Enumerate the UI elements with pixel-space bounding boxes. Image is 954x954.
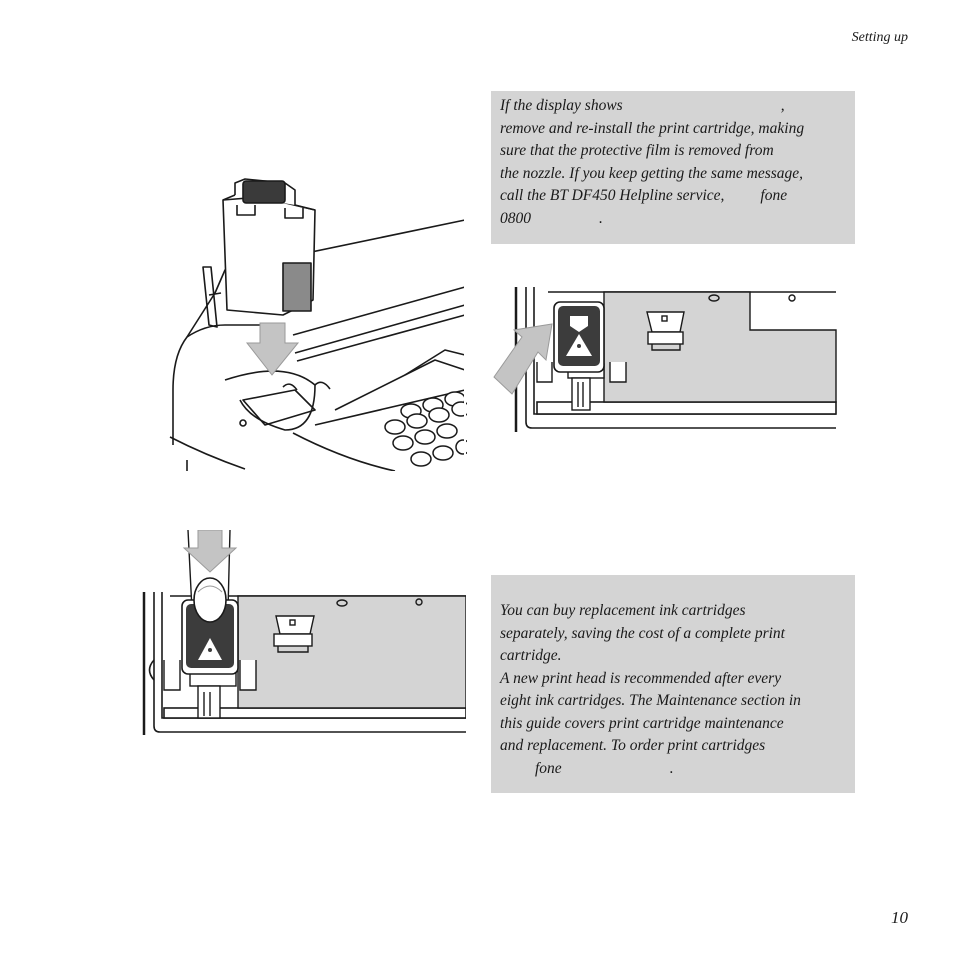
note-line: 0800 . — [500, 209, 603, 227]
note-line: cartridge. — [500, 647, 562, 664]
note-line: sure that the protective film is removed from — [500, 142, 774, 159]
note-line: separately, saving the cost of a complete print — [500, 624, 785, 642]
push-arrow — [494, 324, 552, 394]
fax-cartridge-insertion-illustration — [165, 175, 467, 471]
page-number: 10 — [891, 908, 908, 927]
note-line: You can buy replacement ink cartridges — [500, 602, 746, 619]
replacement-cartridges-note — [491, 575, 855, 793]
note-line: the nozzle. If you keep getting the same message, — [500, 164, 804, 182]
down-arrow — [247, 323, 298, 375]
note-line: eight ink cartridges. The Maintenance section in — [500, 692, 801, 709]
note-line: If the display shows , — [500, 97, 785, 114]
cartridge-press-down-illustration — [140, 530, 466, 735]
note-line: call the BT DF450 Helpline service, fone — [500, 187, 788, 204]
note-line: A new print head is recommended after every — [500, 669, 782, 687]
cartridge-seating-illustration — [492, 282, 838, 432]
note-line: fone . — [535, 759, 674, 777]
note-line: this guide covers print cartridge maintenance — [500, 714, 784, 732]
note-line: and replacement. To order print cartridges — [500, 737, 766, 754]
note-line: remove and re-install the print cartridge, making — [500, 119, 805, 137]
display-message-note — [491, 91, 855, 244]
section-header: Setting up — [851, 30, 908, 45]
